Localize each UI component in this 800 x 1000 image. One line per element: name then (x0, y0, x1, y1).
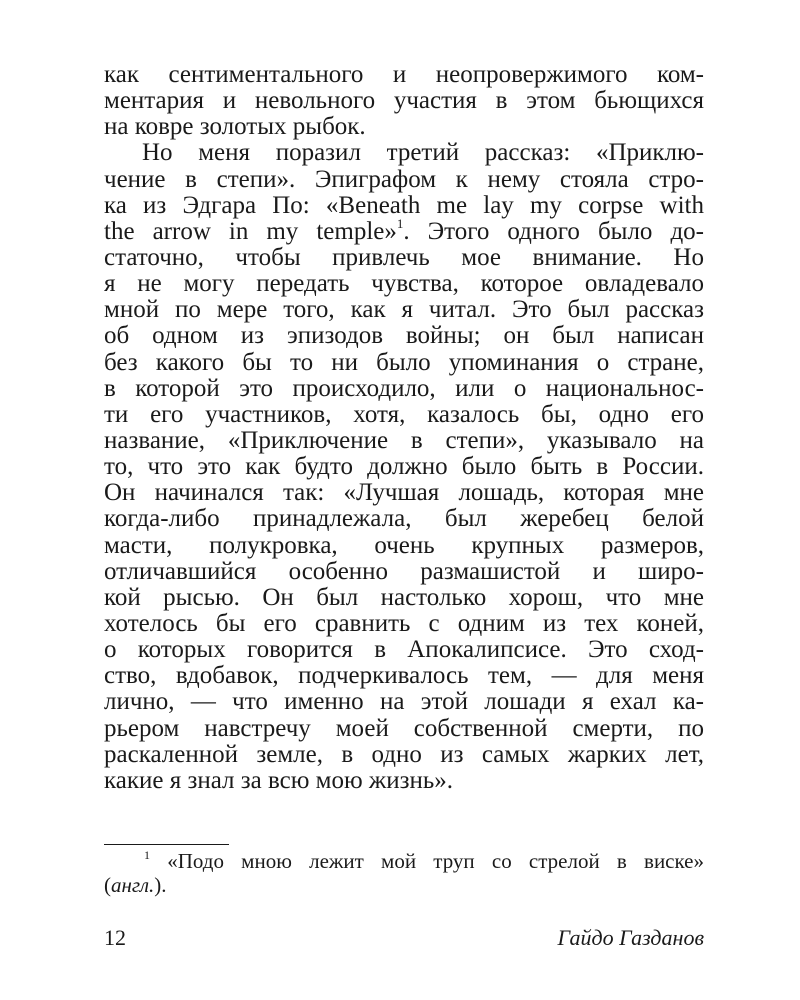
text-line: как сентиментального и неопровержимого ком- (104, 61, 704, 88)
text-line: раскаленной земле, в одно из самых жарких лет, (104, 740, 704, 768)
footnote-reference[interactable]: 1 (396, 215, 404, 231)
text-line: хотелось бы его сравнить с одним из тех коней, (104, 609, 704, 637)
footnote-text: «Подо мною лежит мой труп со стрелой в виске» (167, 849, 704, 873)
text-line: без какого бы то ни было упоминания о стране, (104, 348, 704, 376)
text-line: какие я знал за всю мою жизнь». (104, 766, 453, 794)
text-line: ство, вдобавок, подчеркивалось тем, — для меня (104, 662, 704, 690)
text-line: я не могу передать чувства, которое овладевало (104, 270, 704, 298)
text-line: об одном из эпизодов войны; он был написан (104, 322, 704, 350)
footnote-marker: 1 (144, 848, 150, 862)
text-line (104, 215, 705, 245)
text-line: Но меня поразил третий рассказ: «Приклю- (142, 139, 704, 167)
text-line: рьером навстречу моей собственной смерти, по (104, 714, 704, 742)
footnote-line (104, 873, 704, 897)
text-line: ти его участников, хотя, казалось бы, одно его (104, 400, 704, 428)
text-line: в которой это происходило, или о национальнос- (104, 374, 704, 402)
footnote-paren-close: ). (154, 873, 167, 897)
footnote-language-note: англ. (111, 873, 155, 897)
text-line-part: the arrow in my temple» (104, 217, 397, 245)
text-line: масти, полукровка, очень крупных размеров, (104, 531, 704, 559)
text-line: Он начинался так: «Лучшая лошадь, которая мне (104, 479, 704, 507)
text-line: статочно, чтобы привлечь мое внимание. Но (104, 243, 704, 271)
text-line: когда-либо принадлежала, был жеребец белой (104, 505, 704, 533)
text-line: на ковре золотых рыбок. (104, 113, 366, 141)
footnote-line (104, 849, 704, 873)
text-line: ментария и невольного участия в этом бьющихся (104, 87, 704, 115)
text-line: чение в степи». Эпиграфом к нему стояла стро- (104, 165, 704, 193)
footnote-divider (104, 844, 229, 845)
text-line: то, что это как будто должно было быть в России. (104, 453, 704, 481)
body-text (104, 62, 704, 794)
page-number: 12 (104, 925, 126, 950)
text-line-part: . Этого одного было до- (403, 217, 705, 245)
text-line: ка из Эдгара По: «Beneath me lay my corpse with (104, 191, 704, 219)
footnote (104, 849, 704, 897)
text-line: мной по мере того, как я читал. Это был рассказ (104, 296, 704, 324)
text-line: о которых говорится в Апокалипсисе. Это сход- (104, 636, 704, 664)
text-line: отличавшийся особенно размашистой и широ- (104, 557, 704, 585)
running-head-author: Гайдо Газданов (557, 925, 704, 950)
text-line: название, «Приключение в степи», указывало на (104, 426, 704, 454)
footnote-paren-open: ( (104, 873, 111, 897)
text-line: кой рысью. Он был настолько хорош, что мне (104, 583, 704, 611)
text-line: лично, — что именно на этой лошади я ехал ка- (104, 688, 704, 716)
